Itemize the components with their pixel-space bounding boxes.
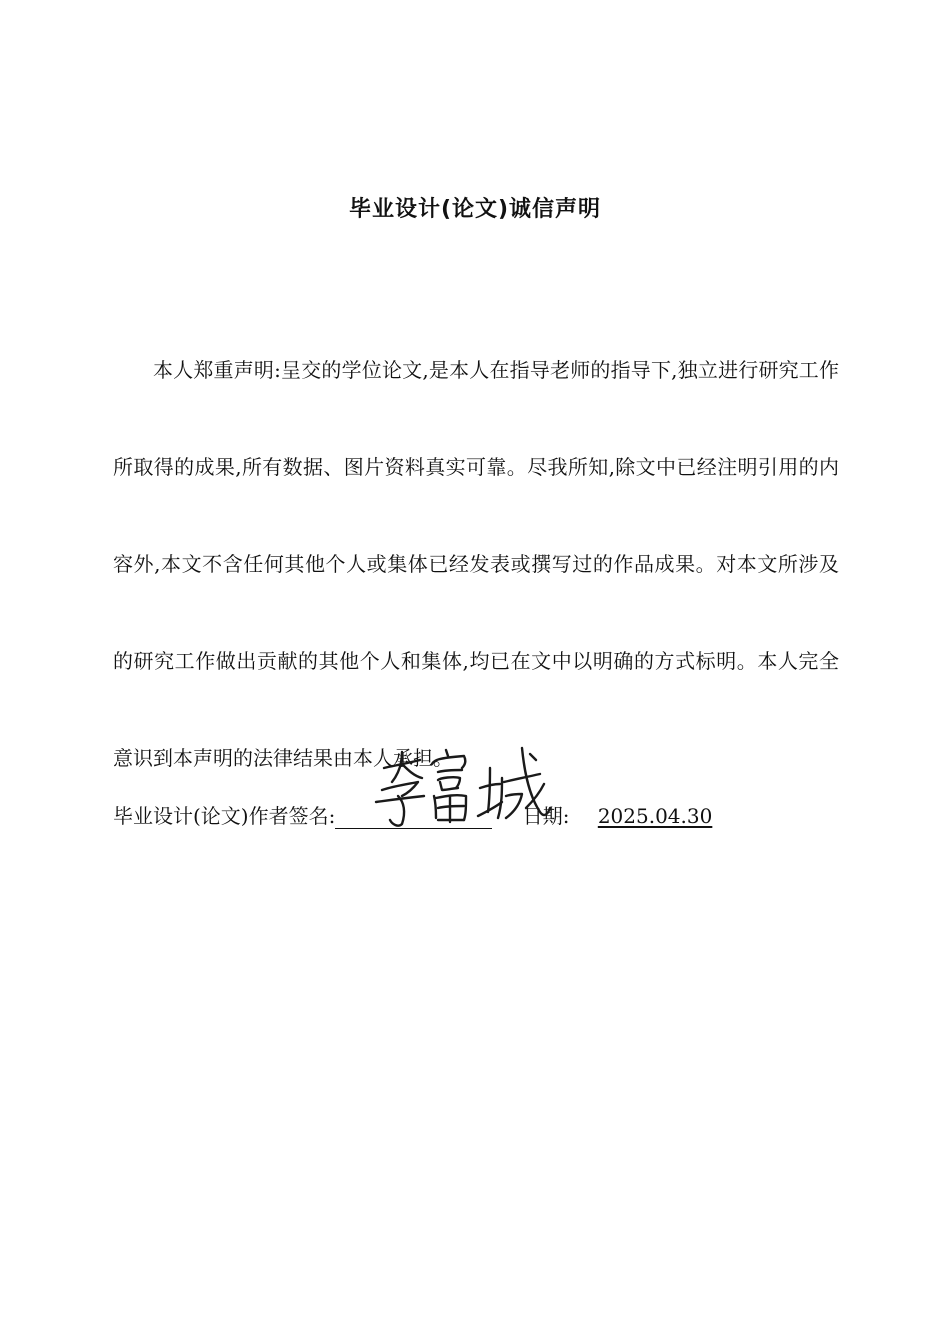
page-title: 毕业设计(论文)诚信声明 — [348, 197, 602, 222]
date-value: 2025.04.30 — [597, 804, 713, 828]
declaration-paragraph: 本人郑重声明:呈交的学位论文,是本人在指导老师的指导下,独立进行研究工作所取得的成果,所有数据、图片资料真实可靠。尽我所知,除文中已经注明引用的内容外,本文不含任何其他个人或集体已经发表或撰写过的作品成果。对本文所涉及的研究工作做出贡献的其他个人和集体,均已在文中以明确的方式标明。本人完全意识到本声明的法律结果由本人承担。 — [113, 358, 839, 770]
date-label: 日期: — [522, 804, 570, 828]
signature-label: 毕业设计(论文)作者签名: — [113, 804, 336, 828]
handwritten-signature — [362, 738, 552, 838]
